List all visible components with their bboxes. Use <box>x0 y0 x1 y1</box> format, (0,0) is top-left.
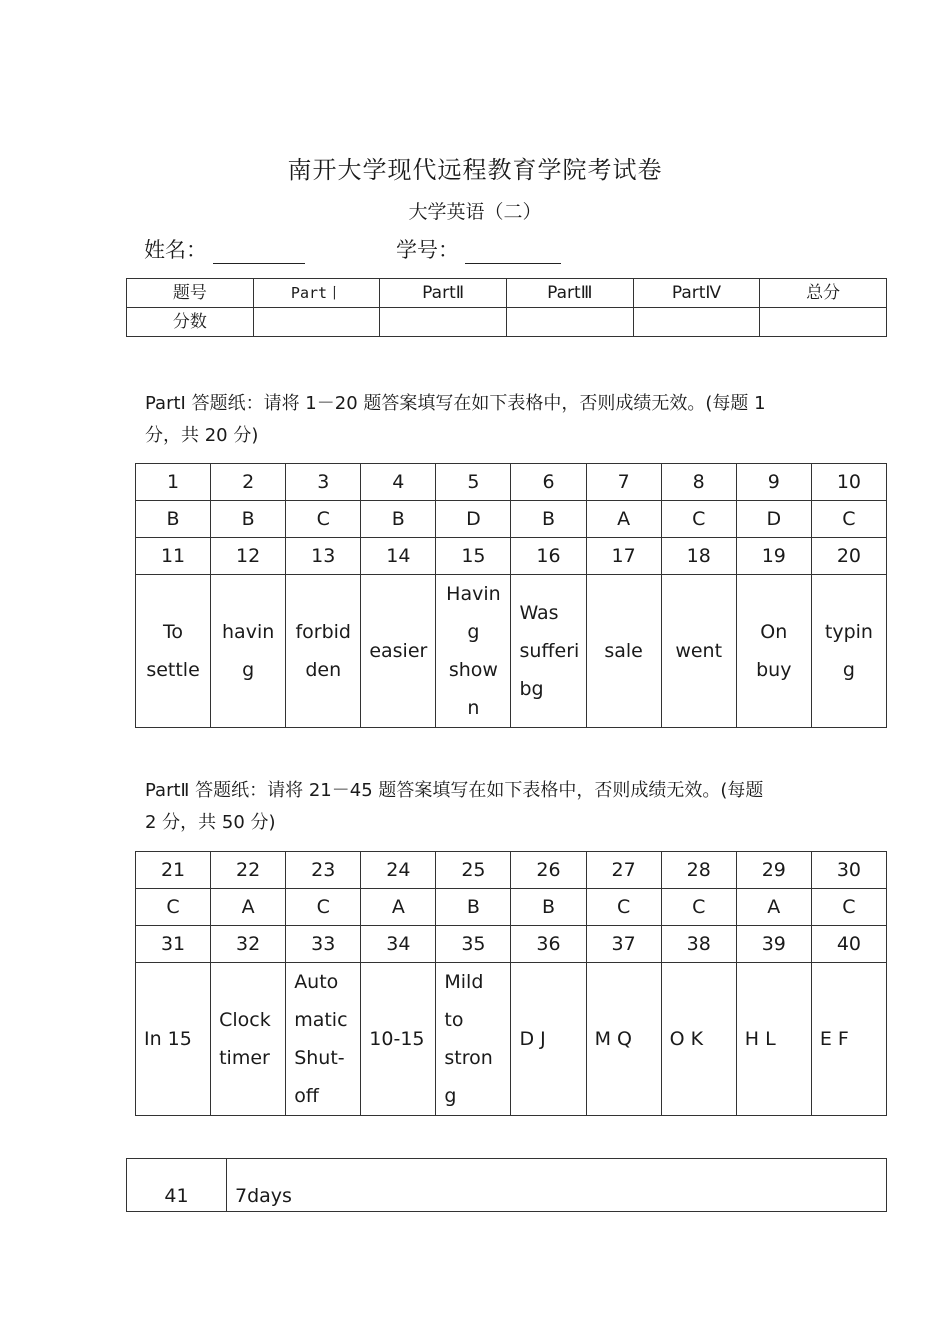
number-row <box>136 538 887 575</box>
answer-cell[interactable]: C <box>586 889 661 926</box>
exam-title: 南开大学现代远程教育学院考试卷 <box>287 156 663 184</box>
answer-cell[interactable]: Clock timer <box>211 963 286 1116</box>
question-number: 41 <box>127 1159 227 1212</box>
score-table <box>126 278 887 337</box>
answer-cell[interactable]: O K <box>661 963 736 1116</box>
answer-cell[interactable]: B <box>511 501 586 538</box>
question-number: 9 <box>736 464 811 501</box>
part2-note-line: 2 分，共 50 分) <box>145 812 276 833</box>
question-number: 26 <box>511 852 586 889</box>
question-number: 12 <box>211 538 286 575</box>
part1-note-line: PartⅠ 答题纸：请将 1－20 题答案填写在如下表格中，否则成绩无效。(每题 1 <box>145 393 766 414</box>
answer-row <box>136 889 887 926</box>
question-number: 20 <box>811 538 886 575</box>
score-header-cell: 总分 <box>760 279 887 308</box>
score-row-label: 分数 <box>127 308 254 337</box>
answer-cell[interactable]: C <box>811 889 886 926</box>
number-row <box>136 926 887 963</box>
answer-cell[interactable]: D <box>436 501 511 538</box>
name-label: 姓名： <box>144 238 207 262</box>
answer-cell[interactable]: forbid den <box>286 575 361 728</box>
name-blank[interactable] <box>213 239 305 264</box>
question-number: 4 <box>361 464 436 501</box>
question-number: 38 <box>661 926 736 963</box>
question-number: 1 <box>136 464 211 501</box>
part2-instructions <box>145 775 825 839</box>
question-number: 17 <box>586 538 661 575</box>
answer-cell[interactable]: Mild to stron g <box>436 963 511 1116</box>
answer-cell[interactable]: typin g <box>811 575 886 728</box>
score-header-cell: PartⅣ <box>633 279 760 308</box>
answer-cell[interactable]: On buy <box>736 575 811 728</box>
question-41-table <box>126 1158 887 1212</box>
answer-cell[interactable]: A <box>586 501 661 538</box>
answer-cell[interactable]: M Q <box>586 963 661 1116</box>
number-row <box>136 464 887 501</box>
question-number: 33 <box>286 926 361 963</box>
part1-instructions <box>145 388 825 452</box>
question-number: 19 <box>736 538 811 575</box>
answer-cell[interactable]: C <box>136 889 211 926</box>
answer-cell[interactable]: 10-15 <box>361 963 436 1116</box>
answer-cell[interactable]: Havin g show n <box>436 575 511 728</box>
score-value-row <box>127 308 887 337</box>
number-row <box>136 852 887 889</box>
score-cell[interactable] <box>506 308 633 337</box>
question-number: 15 <box>436 538 511 575</box>
question-number: 3 <box>286 464 361 501</box>
student-id-field <box>396 234 561 264</box>
question-number: 34 <box>361 926 436 963</box>
score-header-cell: PartⅡ <box>380 279 507 308</box>
answer-cell[interactable]: D J <box>511 963 586 1116</box>
question-number: 21 <box>136 852 211 889</box>
answer-cell[interactable]: C <box>661 889 736 926</box>
score-header-cell: Part丨 <box>253 279 380 308</box>
answer-cell[interactable]: In 15 <box>136 963 211 1116</box>
score-header-cell: 题号 <box>127 279 254 308</box>
answer-cell[interactable]: B <box>511 889 586 926</box>
score-cell[interactable] <box>633 308 760 337</box>
question-41-row <box>127 1159 887 1212</box>
question-number: 14 <box>361 538 436 575</box>
answer-cell[interactable]: havin g <box>211 575 286 728</box>
question-number: 24 <box>361 852 436 889</box>
answer-cell[interactable]: sale <box>586 575 661 728</box>
question-number: 11 <box>136 538 211 575</box>
long-answer-row <box>136 963 887 1116</box>
answer-cell[interactable]: B <box>436 889 511 926</box>
answer-row <box>136 501 887 538</box>
question-number: 25 <box>436 852 511 889</box>
question-number: 29 <box>736 852 811 889</box>
question-number: 13 <box>286 538 361 575</box>
part1-note-line: 分，共 20 分) <box>145 425 259 446</box>
question-number: 30 <box>811 852 886 889</box>
question-number: 37 <box>586 926 661 963</box>
name-field <box>144 234 305 264</box>
answer-cell[interactable]: A <box>361 889 436 926</box>
question-number: 5 <box>436 464 511 501</box>
long-answer-row <box>136 575 887 728</box>
answer-cell[interactable]: B <box>211 501 286 538</box>
part1-answer-table <box>135 463 887 728</box>
answer-cell[interactable]: Auto matic Shut- off <box>286 963 361 1116</box>
answer-cell[interactable]: E F <box>811 963 886 1116</box>
answer-cell[interactable]: C <box>661 501 736 538</box>
question-number: 10 <box>811 464 886 501</box>
question-number: 35 <box>436 926 511 963</box>
answer-cell[interactable]: To settle <box>136 575 211 728</box>
question-number: 40 <box>811 926 886 963</box>
question-number: 32 <box>211 926 286 963</box>
answer-cell[interactable]: C <box>811 501 886 538</box>
answer-cell[interactable]: C <box>286 501 361 538</box>
question-number: 28 <box>661 852 736 889</box>
answer-cell[interactable]: easier <box>361 575 436 728</box>
question-answer[interactable]: 7days <box>227 1159 887 1212</box>
question-number: 31 <box>136 926 211 963</box>
student-id-label: 学号： <box>396 238 459 262</box>
question-number: 2 <box>211 464 286 501</box>
question-number: 8 <box>661 464 736 501</box>
score-cell[interactable] <box>760 308 887 337</box>
score-cell[interactable] <box>253 308 380 337</box>
answer-cell[interactable]: H L <box>736 963 811 1116</box>
question-number: 16 <box>511 538 586 575</box>
question-number: 23 <box>286 852 361 889</box>
score-header-cell: PartⅢ <box>506 279 633 308</box>
answer-cell[interactable]: B <box>361 501 436 538</box>
part2-note-line: PartⅡ 答题纸：请将 21－45 题答案填写在如下表格中，否则成绩无效。(每题 <box>145 780 764 801</box>
answer-cell[interactable]: C <box>286 889 361 926</box>
answer-cell[interactable]: D <box>736 501 811 538</box>
answer-cell[interactable]: went <box>661 575 736 728</box>
score-header-row <box>127 279 887 308</box>
answer-cell[interactable]: B <box>136 501 211 538</box>
question-number: 22 <box>211 852 286 889</box>
exam-subtitle: 大学英语（二） <box>408 201 542 223</box>
question-number: 39 <box>736 926 811 963</box>
part2-answer-table <box>135 851 887 1116</box>
question-number: 18 <box>661 538 736 575</box>
student-id-blank[interactable] <box>465 239 561 264</box>
question-number: 7 <box>586 464 661 501</box>
question-number: 27 <box>586 852 661 889</box>
answer-cell[interactable]: A <box>211 889 286 926</box>
answer-cell[interactable]: A <box>736 889 811 926</box>
answer-cell[interactable]: Was sufferi bg <box>511 575 586 728</box>
question-number: 6 <box>511 464 586 501</box>
score-cell[interactable] <box>380 308 507 337</box>
question-number: 36 <box>511 926 586 963</box>
